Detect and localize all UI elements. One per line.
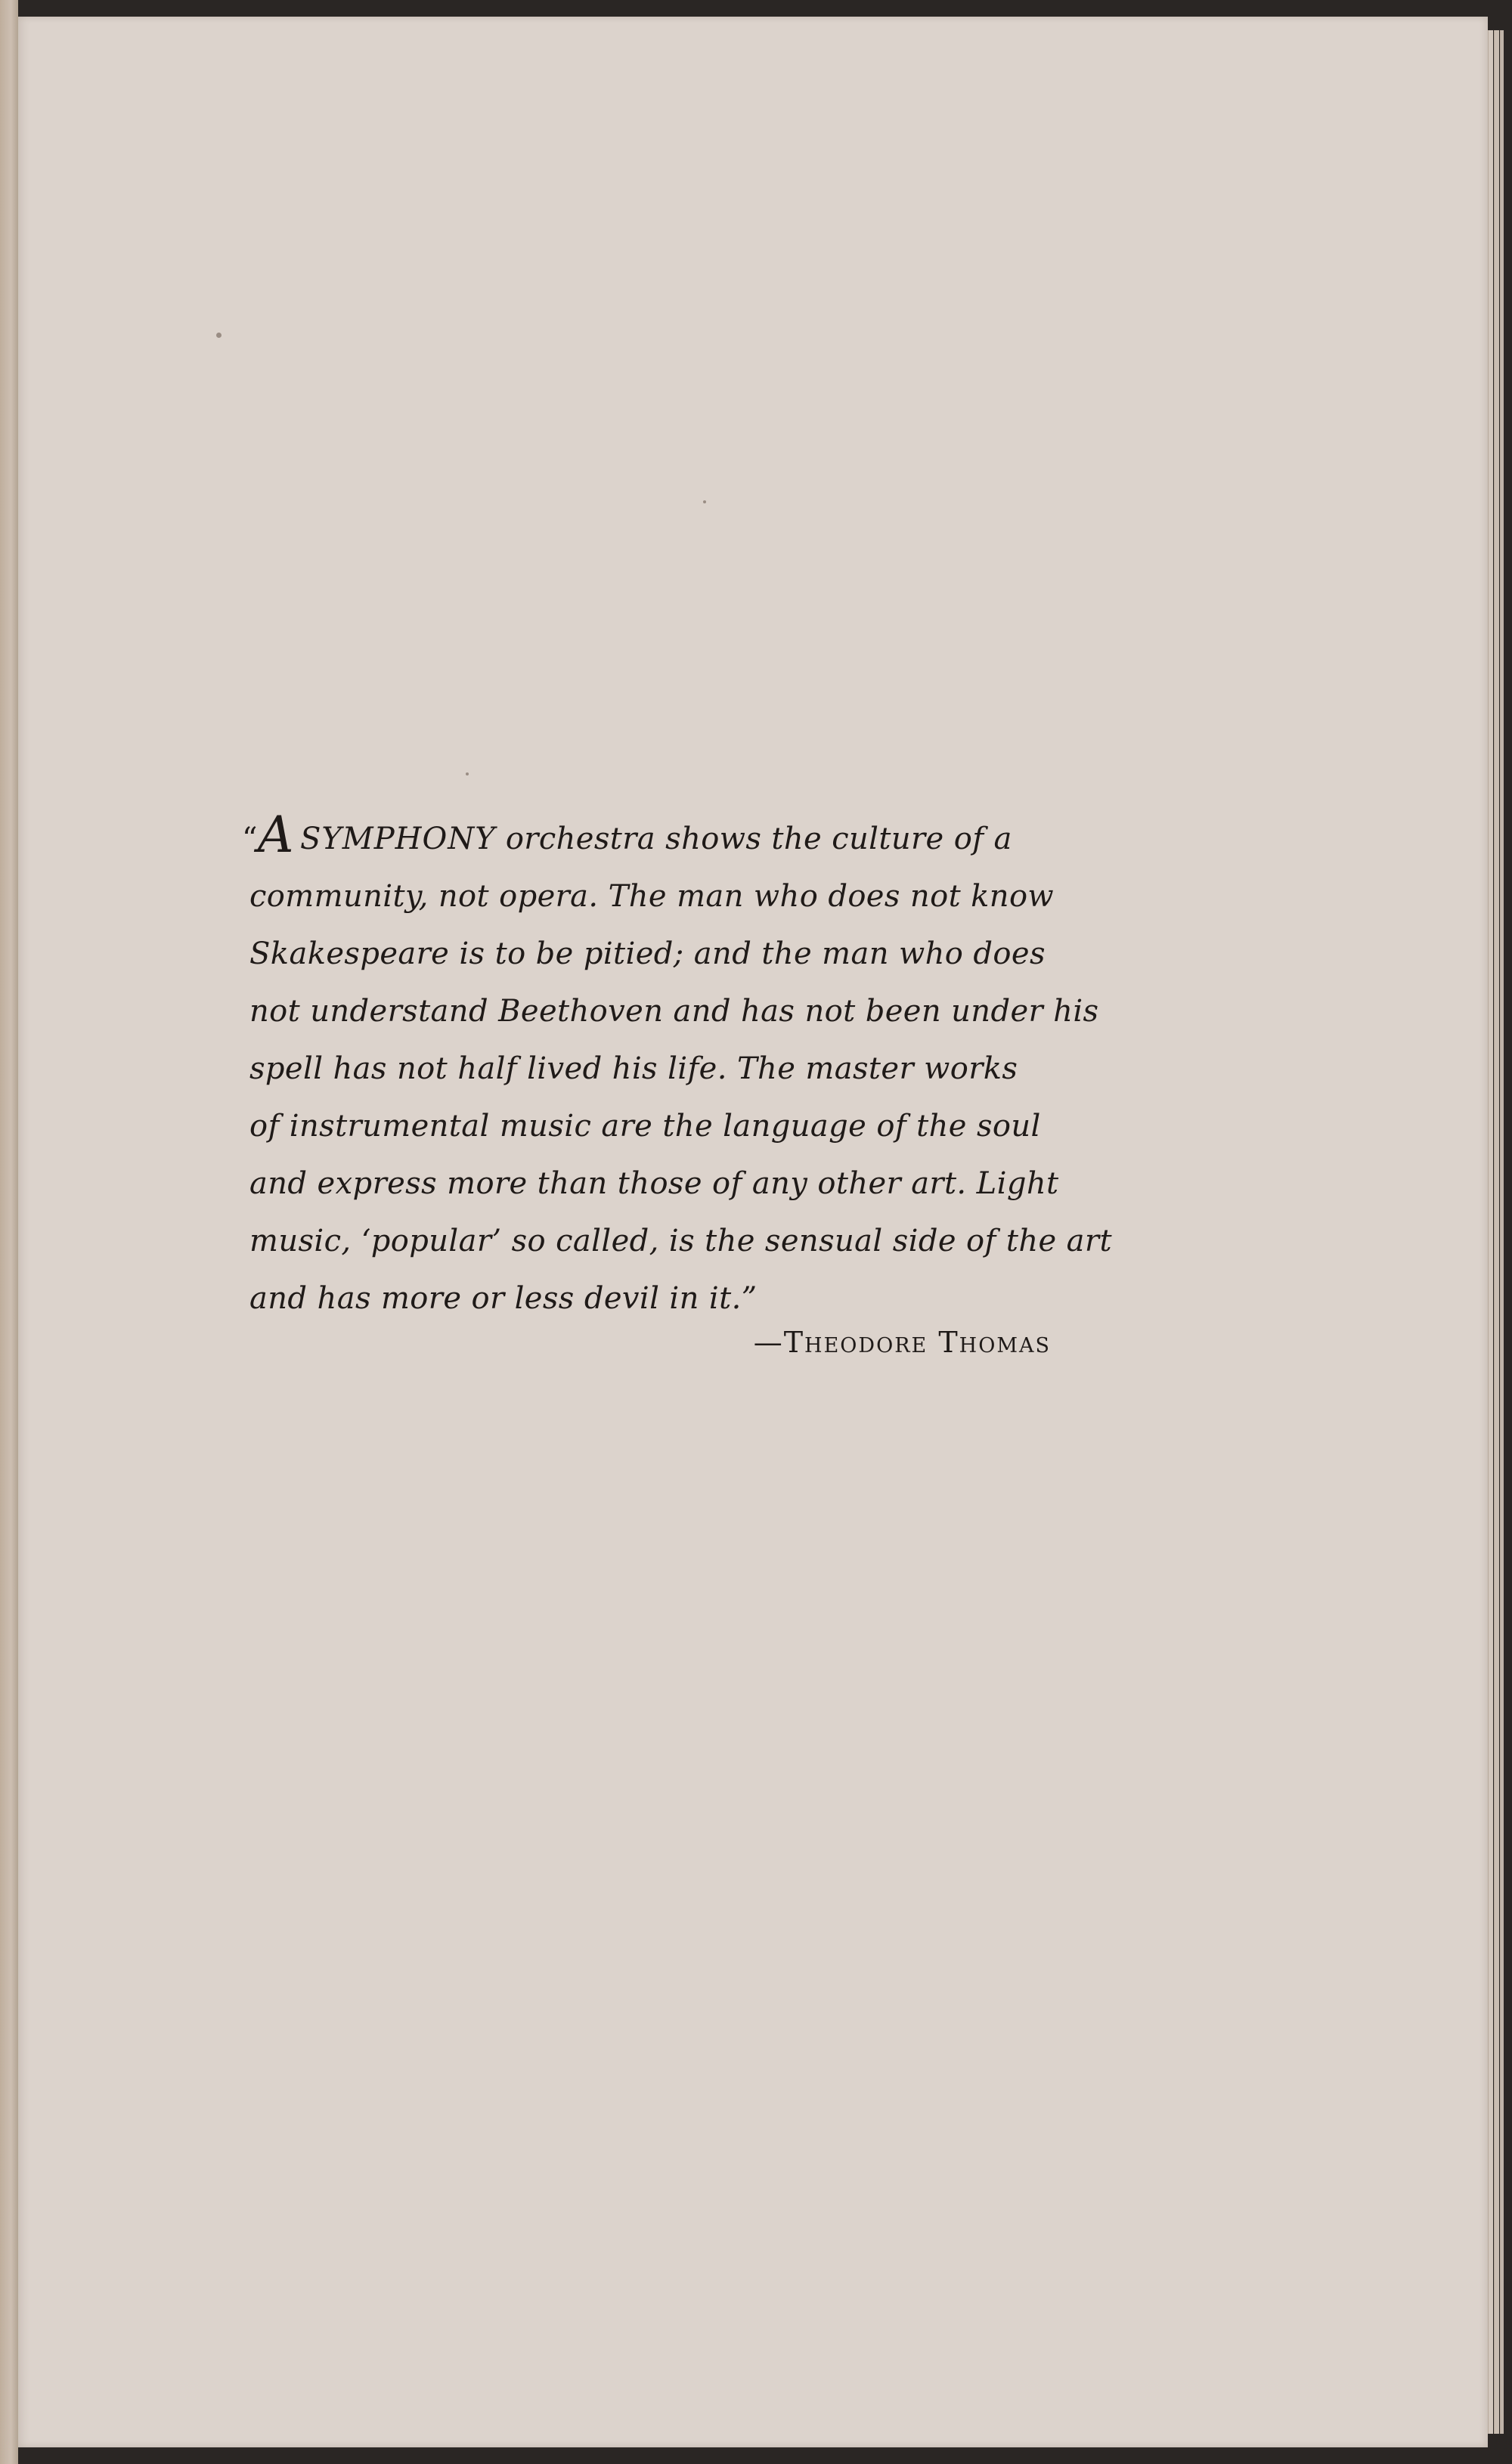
quote-line-1 xyxy=(242,806,1051,868)
paper-speck xyxy=(703,500,706,503)
quote-line-9: and has more or less devil in it.” xyxy=(249,1281,758,1316)
paper-speck xyxy=(466,772,469,775)
page-edge xyxy=(1500,30,1504,2434)
opening-quote-mark: “ xyxy=(242,822,258,856)
paper-speck xyxy=(216,333,222,338)
quote-line-4: not understand Beethoven and has not been under his xyxy=(249,994,1099,1029)
quote-attribution: —Theodore Thomas xyxy=(753,1326,1051,1359)
quote-line-8: music, ‘popular’ so called, is the sensual side of the art xyxy=(249,1224,1112,1258)
quote-line-text: orchestra shows the culture of a xyxy=(495,822,1012,856)
quote-line-5: spell has not half lived his life. The master works xyxy=(249,1051,1018,1086)
quote-line-3: Skakespeare is to be pitied; and the man who does xyxy=(249,936,1046,971)
quotation-block xyxy=(242,806,1112,1327)
quote-line-6: of instrumental music are the language of the soul xyxy=(249,1109,1041,1144)
book-gutter xyxy=(0,0,18,2464)
quote-line-2: community, not opera. The man who does not know xyxy=(249,879,1055,914)
small-caps-word: SYMPHONY xyxy=(299,822,496,856)
quote-line-7: and express more than those of any other art. Light xyxy=(249,1166,1059,1201)
page-edge xyxy=(1494,30,1499,2434)
drop-cap: A xyxy=(257,806,294,864)
page-edge xyxy=(1488,30,1493,2434)
